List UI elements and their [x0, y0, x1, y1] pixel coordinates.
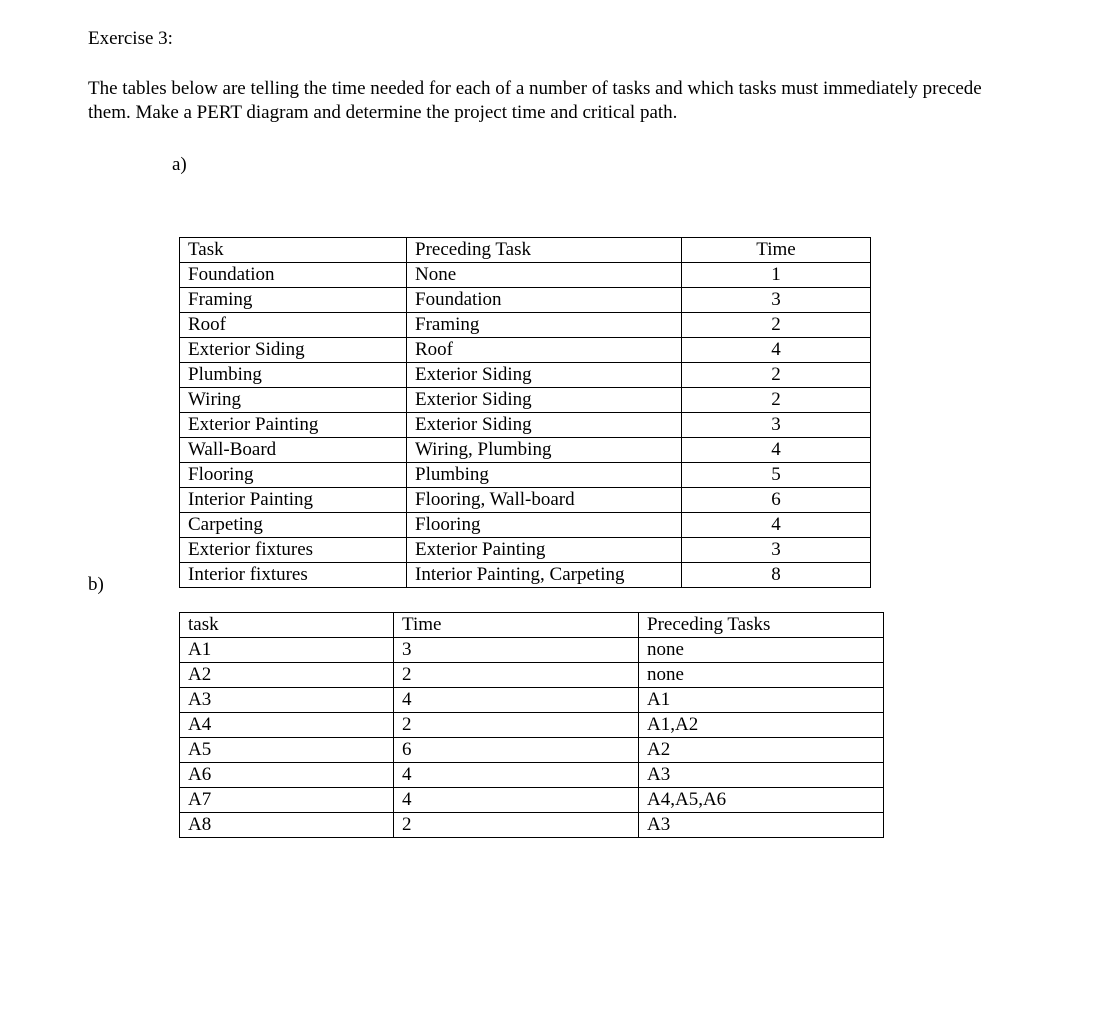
table-cell: 8 [682, 563, 871, 588]
table-row [180, 763, 884, 788]
table-row [180, 738, 884, 763]
table-row [180, 513, 871, 538]
table-cell: Exterior Siding [180, 338, 407, 363]
table-cell: A7 [180, 788, 394, 813]
table-cell: Carpeting [180, 513, 407, 538]
table-row [180, 813, 884, 838]
table-cell: Plumbing [407, 463, 682, 488]
table-row [180, 438, 871, 463]
table-header-cell: Task [180, 238, 407, 263]
table-cell: 2 [394, 713, 639, 738]
table-cell: Roof [180, 313, 407, 338]
table-cell: A1,A2 [639, 713, 884, 738]
table-header-cell: Time [394, 613, 639, 638]
table-row [180, 363, 871, 388]
table-cell: 4 [394, 688, 639, 713]
table-cell: 2 [682, 388, 871, 413]
table-cell: Flooring, Wall-board [407, 488, 682, 513]
table-row [180, 488, 871, 513]
table-cell: 4 [394, 763, 639, 788]
exercise-instructions: The tables below are telling the time needed for each of a number of tasks and which tasks must immediately precede them. Make a PERT diagram and determine the project time and critical path. [88, 78, 982, 123]
table-cell: 2 [394, 663, 639, 688]
table-row [180, 313, 871, 338]
table-row [180, 788, 884, 813]
table-cell: 3 [682, 413, 871, 438]
table-cell: A3 [180, 688, 394, 713]
table-cell: 4 [682, 438, 871, 463]
table-cell: Exterior fixtures [180, 538, 407, 563]
table-cell: Exterior Siding [407, 388, 682, 413]
table-cell: 4 [682, 513, 871, 538]
table-row [180, 663, 884, 688]
table-header-cell: Preceding Task [407, 238, 682, 263]
part-a-label: a) [172, 154, 187, 175]
table-cell: Wiring, Plumbing [407, 438, 682, 463]
table-row [180, 538, 871, 563]
table-cell: A6 [180, 763, 394, 788]
table-cell: 1 [682, 263, 871, 288]
table-cell: A1 [180, 638, 394, 663]
table-cell: Framing [180, 288, 407, 313]
table-cell: A5 [180, 738, 394, 763]
table-cell: 3 [682, 288, 871, 313]
table-cell: Foundation [180, 263, 407, 288]
table-cell: Flooring [180, 463, 407, 488]
table-cell: A3 [639, 813, 884, 838]
table-cell: Exterior Siding [407, 363, 682, 388]
table-header-row [180, 613, 884, 638]
table-row [180, 288, 871, 313]
table-cell: A1 [639, 688, 884, 713]
table-header-cell: task [180, 613, 394, 638]
table-row [180, 338, 871, 363]
table-cell: 4 [682, 338, 871, 363]
table-cell: 5 [682, 463, 871, 488]
table-row [180, 263, 871, 288]
table-cell: A4 [180, 713, 394, 738]
table-cell: 2 [394, 813, 639, 838]
table-cell: Exterior Painting [180, 413, 407, 438]
table-cell: Foundation [407, 288, 682, 313]
table-cell: Exterior Painting [407, 538, 682, 563]
table-header-row [180, 238, 871, 263]
table-cell: 3 [682, 538, 871, 563]
table-row [180, 713, 884, 738]
table-cell: 6 [394, 738, 639, 763]
table-cell: A2 [639, 738, 884, 763]
table-cell: 4 [394, 788, 639, 813]
table-cell: none [639, 663, 884, 688]
table-cell: Wall-Board [180, 438, 407, 463]
table-cell: Flooring [407, 513, 682, 538]
table-row [180, 413, 871, 438]
table-cell: Interior Painting, Carpeting [407, 563, 682, 588]
table-cell: A8 [180, 813, 394, 838]
table-cell: 2 [682, 363, 871, 388]
table-cell: Wiring [180, 388, 407, 413]
exercise-title: Exercise 3: [88, 28, 173, 49]
table-cell: Interior fixtures [180, 563, 407, 588]
table-cell: Exterior Siding [407, 413, 682, 438]
table-row [180, 463, 871, 488]
table-cell: 3 [394, 638, 639, 663]
table-cell: Plumbing [180, 363, 407, 388]
table-row [180, 388, 871, 413]
table-header-cell: Time [682, 238, 871, 263]
table-row [180, 688, 884, 713]
table-cell: 2 [682, 313, 871, 338]
table-cell: None [407, 263, 682, 288]
table-cell: Roof [407, 338, 682, 363]
table-row [180, 563, 871, 588]
table-header-cell: Preceding Tasks [639, 613, 884, 638]
table-cell: A2 [180, 663, 394, 688]
task-table-a [179, 237, 871, 588]
table-cell: none [639, 638, 884, 663]
task-table-b [179, 612, 884, 838]
table-cell: 6 [682, 488, 871, 513]
table-row [180, 638, 884, 663]
table-cell: Framing [407, 313, 682, 338]
table-cell: A3 [639, 763, 884, 788]
table-cell: A4,A5,A6 [639, 788, 884, 813]
table-cell: Interior Painting [180, 488, 407, 513]
part-b-label: b) [88, 574, 104, 595]
